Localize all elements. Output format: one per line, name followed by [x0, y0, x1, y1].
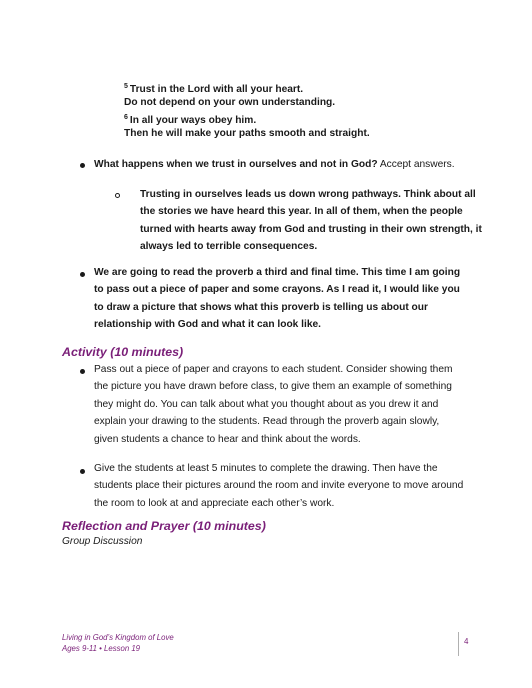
verse-number-5: 5	[124, 83, 128, 90]
bullet-icon	[80, 369, 85, 374]
question-trust-ourselves	[94, 156, 474, 173]
activity-item-2: Give the students at least 5 minutes to complete the drawing. Then have the students place their pictures around the room and invite everyone to move around the room to look at and appreciate each other’s work.	[94, 463, 464, 509]
verse-text: Trust in the Lord with all your heart.	[129, 84, 304, 95]
footer-divider	[458, 632, 459, 656]
answer-wrong-pathways: Trusting in ourselves leads us down wrong pathways. Think about all the stories we have heard this year. In all of them, when the people turned with hearts away from God and trusting in their own strength, it always led to terrible consequences.	[140, 189, 482, 253]
verse-line-3	[124, 111, 256, 128]
footer-title: Living in God’s Kingdom of Love	[62, 633, 174, 642]
reflection-subheading: Group Discussion	[62, 536, 143, 547]
page-number: 4	[464, 637, 469, 646]
verse-text: In all your ways obey him.	[129, 115, 257, 126]
reflection-heading: Reflection and Prayer (10 minutes)	[62, 519, 266, 533]
bullet-icon	[80, 163, 85, 168]
question-instruction: Accept answers.	[377, 159, 455, 170]
verse-number-6: 6	[124, 114, 128, 121]
question-text: What happens when we trust in ourselves and not in God?	[94, 159, 378, 170]
bullet-icon	[80, 272, 85, 277]
activity-item-1: Pass out a piece of paper and crayons to each student. Consider showing them the picture you have drawn before class, to give them an example of something they might do. You can talk about what you thought about as you drew it and explain your drawing to the students. Read through the proverb again slowly, given students a chance to hear and think about the words.	[94, 364, 453, 445]
verse-line-2: Do not depend on your own understanding.	[124, 97, 336, 108]
verse-line-4: Then he will make your paths smooth and straight.	[124, 128, 370, 139]
activity-heading: Activity (10 minutes)	[62, 345, 184, 359]
verse-line-1	[124, 80, 303, 97]
bullet-icon	[80, 469, 85, 474]
sub-bullet-icon	[115, 193, 120, 198]
footer-lesson: Ages 9-11 • Lesson 19	[62, 644, 141, 653]
proverb-third-reading: We are going to read the proverb a third and final time. This time I am going to pass out a piece of paper and some crayons. As I read it, I would like you to draw a picture that shows what this proverb is telling us about our relationship with God and what it can look like.	[94, 267, 461, 331]
